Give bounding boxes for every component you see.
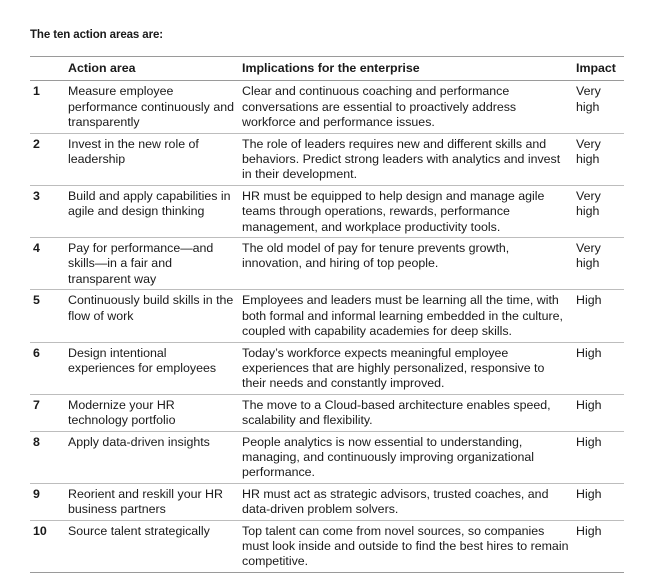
row-implications: Employees and leaders must be learning all the time, with both formal and informal learning embedded in the culture, coupled with capability academies for deep skills. [242,290,576,342]
row-number: 8 [30,431,68,483]
row-action-area: Design intentional experiences for employees [68,342,242,394]
row-impact: High [576,431,624,483]
row-impact: Very high [576,185,624,237]
table-header [30,57,624,81]
table-body [30,81,624,572]
row-number: 9 [30,483,68,520]
header-implications: Implications for the enterprise [242,57,576,81]
row-number: 1 [30,81,68,133]
row-impact: Very high [576,238,624,290]
table-row [30,81,624,133]
row-implications: People analytics is now essential to understanding, managing, and continuously improving organizational performance. [242,431,576,483]
table-row [30,520,624,572]
row-impact: High [576,394,624,431]
row-number: 7 [30,394,68,431]
row-impact: High [576,290,624,342]
row-action-area: Apply data-driven insights [68,431,242,483]
table-row [30,238,624,290]
row-implications: Today’s workforce expects meaningful employee experiences that are highly personalized, responsive to their needs and constantly improved. [242,342,576,394]
row-impact: High [576,520,624,572]
header-row [30,57,624,81]
table-row [30,431,624,483]
row-number: 2 [30,133,68,185]
table-row [30,483,624,520]
header-action-area: Action area [68,57,242,81]
table-row [30,133,624,185]
row-implications: Top talent can come from novel sources, so companies must look inside and outside to find the best hires to remain competitive. [242,520,576,572]
row-action-area: Continuously build skills in the flow of work [68,290,242,342]
table-row [30,185,624,237]
header-impact: Impact [576,57,624,81]
intro-heading: The ten action areas are: [30,29,163,41]
row-action-area: Measure employee performance continuously and transparently [68,81,242,133]
row-action-area: Reorient and reskill your HR business partners [68,483,242,520]
row-action-area: Invest in the new role of leadership [68,133,242,185]
table-row [30,290,624,342]
row-number: 4 [30,238,68,290]
row-action-area: Pay for performance—and skills—in a fair and transparent way [68,238,242,290]
header-number [30,57,68,81]
action-areas-table [30,56,624,573]
table-row [30,394,624,431]
row-number: 10 [30,520,68,572]
row-implications: HR must be equipped to help design and manage agile teams through operations, rewards, performance management, and workplace productivity tools. [242,185,576,237]
table-row [30,342,624,394]
row-implications: The move to a Cloud-based architecture enables speed, scalability and flexibility. [242,394,576,431]
row-implications: Clear and continuous coaching and performance conversations are essential to proactively address workforce and performance issues. [242,81,576,133]
row-impact: Very high [576,133,624,185]
row-action-area: Build and apply capabilities in agile and design thinking [68,185,242,237]
row-impact: High [576,483,624,520]
row-action-area: Source talent strategically [68,520,242,572]
row-implications: The old model of pay for tenure prevents growth, innovation, and hiring of top people. [242,238,576,290]
row-impact: Very high [576,81,624,133]
row-implications: The role of leaders requires new and different skills and behaviors. Predict strong leaders with analytics and invest in their development. [242,133,576,185]
row-impact: High [576,342,624,394]
row-number: 5 [30,290,68,342]
row-implications: HR must act as strategic advisors, trusted coaches, and data-driven problem solvers. [242,483,576,520]
row-number: 3 [30,185,68,237]
row-action-area: Modernize your HR technology portfolio [68,394,242,431]
row-number: 6 [30,342,68,394]
